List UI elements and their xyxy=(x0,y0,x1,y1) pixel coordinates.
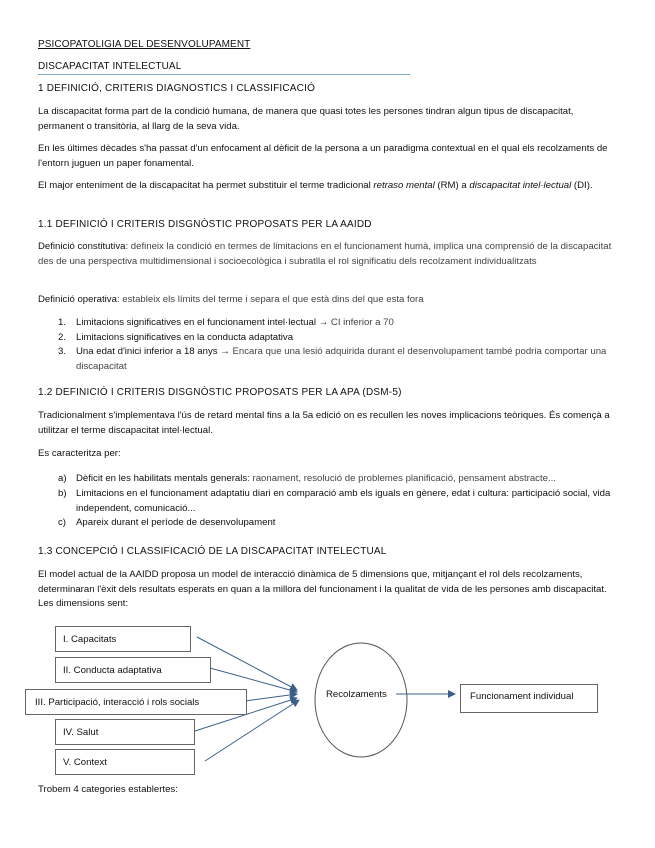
list-number: 3. xyxy=(58,346,67,357)
list-number: 1. xyxy=(58,317,67,328)
connector-arrow xyxy=(245,694,297,701)
dimension-label: II. Conducta adaptativa xyxy=(63,665,162,676)
paragraph-3-italic-term-2: discapacitat intel·lectual xyxy=(469,180,572,191)
operative-text: : estableix els límits del terme i separa el que està dins del que esta fora xyxy=(116,294,424,305)
list-letter: a) xyxy=(58,473,67,484)
heading-1: 1 DEFINICIÓ, CRITERIS DIAGNOSTICS I CLASSIFICACIÓ xyxy=(38,83,316,94)
list-letter: c) xyxy=(58,517,66,528)
list-item-text: Apareix durant el període de desenvolupament xyxy=(76,517,276,528)
paragraph-2: En les últimes dècades s'ha passat d'un enfocament al dèficit de la persona a un paradigma contextual en el qual els recolzaments de l'entorn juguen un paper fonamental. xyxy=(38,143,608,169)
dimension-box xyxy=(55,719,195,745)
paragraph-7: Trobem 4 categories establertes: xyxy=(38,784,178,795)
list-item-note: CI inferior a 70 xyxy=(328,317,394,328)
heading-1-1: 1.1 DEFINICIÓ I CRITERIS DISGNÒSTIC PROPOSATS PER LA AAIDD xyxy=(38,219,372,230)
paragraph-1: La discapacitat forma part de la condició humana, de manera que quasi totes les persones tindran algun tipus de discapacitat, permanent o transitòria, al llarg de la seva vida. xyxy=(38,106,574,132)
result-label: Funcionament individual xyxy=(470,691,574,702)
heading-1-2: 1.2 DEFINICIÓ I CRITERIS DISGNÒSTIC PROPOSATS PER LA APA (DSM-5) xyxy=(38,387,402,398)
dimension-box xyxy=(55,657,211,683)
paragraph-3-text-a: El major enteniment de la discapacitat ha permet substituir el terme tradicional xyxy=(38,180,374,191)
paragraph-4: Tradicionalment s'implementava l'ús de retard mental fins a la 5a edició on es recullen les noves implicacions teòriques. És començà a utilitzar el terme discapacitat intel·lectual. xyxy=(38,410,610,436)
dimension-box xyxy=(25,689,247,715)
dimension-box xyxy=(55,749,195,775)
dimension-label: IV. Salut xyxy=(63,727,99,738)
list-item-note: : raonament, resolució de problemes planificació, pensament abstracte... xyxy=(247,473,556,484)
paragraph-3-text-e: (DI). xyxy=(571,180,593,191)
list-letter: b) xyxy=(58,488,67,499)
paragraph-6: El model actual de la AAIDD proposa un model de interacció dinàmica de 5 dimensions que, mitjançant el rol dels recolzaments, determinaran l'èxit dels resultats esperats en quan a la millora del funcionament i la qualitat de vida de les persones amb discapacitat. Les dimensions sent: xyxy=(38,569,607,609)
paragraph-3-text-c: (RM) a xyxy=(434,180,470,191)
arrow-icon: → xyxy=(318,317,329,328)
heading-1-3: 1.3 CONCEPCIÓ I CLASSIFICACIÓ DE LA DISCAPACITAT INTELECTUAL xyxy=(38,546,387,557)
dimension-label: III. Participació, interacció i rols socials xyxy=(35,697,200,708)
constitutive-text: : defineix la condició en termes de limitacions en el funcionament humà, implica una comprensió de la discapacitat des de una perspectiva multidimensional i socioecològica i subratlla el rol significatiu dels recolzament individualitzats xyxy=(38,241,612,267)
dimension-label: V. Context xyxy=(63,757,107,768)
list-item-text: Dèficit en les habilitats mentals generals xyxy=(76,473,248,484)
dimension-box xyxy=(55,626,191,652)
operative-label: Definició operativa xyxy=(38,294,117,305)
list-number: 2. xyxy=(58,332,67,343)
document-title: PSICOPATOLIGIA DEL DESENVOLUPAMENT xyxy=(38,39,251,50)
list-item-text: Limitacions significatives en el funcionament intel·lectual xyxy=(76,317,316,328)
list-item-note: Encara que una lesió adquirida durant el desenvolupament també podria comportar una discapacitat xyxy=(76,346,607,372)
connector-arrow xyxy=(197,637,297,690)
list-item-text: Limitacions significatives en la conducta adaptativa xyxy=(76,332,294,343)
constitutive-label: Definició constitutiva xyxy=(38,241,126,252)
result-box xyxy=(460,684,598,713)
dimension-label: I. Capacitats xyxy=(63,634,117,645)
section-title: DISCAPACITAT INTELECTUAL xyxy=(38,61,182,72)
paragraph-3-italic-term: retraso mental xyxy=(373,180,435,191)
arrow-icon: → xyxy=(220,346,230,357)
paragraph-5: Es caracteritza per: xyxy=(38,448,121,459)
supports-label: Recolzaments xyxy=(326,689,387,700)
list-item-text: Una edat d'inici inferior a 18 anys xyxy=(76,346,218,357)
list-item-text: Limitacions en el funcionament adaptatiu diari en comparació amb els iguals en gènere, edat i cultura: participació social, vida independent, comunicació... xyxy=(76,488,611,514)
